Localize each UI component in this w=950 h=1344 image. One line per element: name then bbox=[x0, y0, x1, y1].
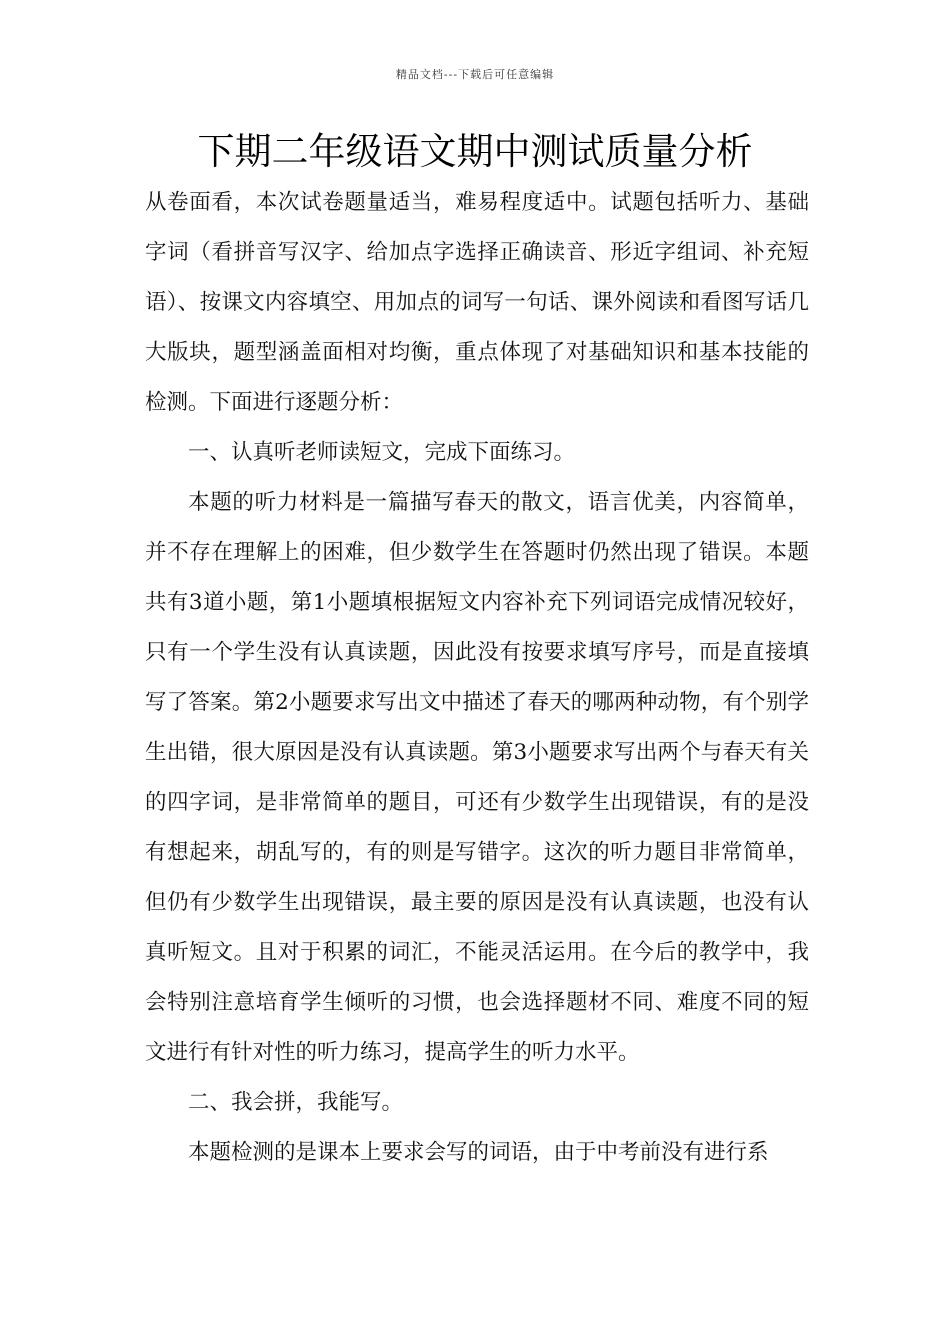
header-note: 精品文档---下载后可任意编辑 bbox=[395, 68, 555, 81]
document-body bbox=[145, 178, 809, 1178]
intro-paragraph: 从卷面看，本次试卷题量适当，难易程度适中。试题包括听力、基础字词（看拼音写汉字、给加点字选择正确读音、形近字组词、补充短语）、按课文内容填空、用加点的词写一句话、课外阅读和看图写话几大版块，题型涵盖面相对均衡，重点体现了对基础知识和基本技能的检测。下面进行逐题分析： bbox=[145, 190, 809, 415]
spelling-analysis-paragraph: 本题检测的是课本上要求会写的词语，由于中考前没有进行系 bbox=[188, 1140, 769, 1165]
listening-analysis-paragraph: 本题的听力材料是一篇描写春天的散文，语言优美，内容简单，并不存在理解上的困难，但少数学生在答题时仍然出现了错误。本题共有3道小题，第1小题填根据短文内容补充下列词语完成情况较好，只有一个学生没有认真读题，因此没有按要求填写序号，而是直接填写了答案。第2小题要求写出文中描述了春天的哪两种动物，有个别学生出错，很大原因是没有认真读题。第3小题要求写出两个与春天有关的四字词，是非常简单的题目，可还有少数学生出现错误，有的是没有想起来，胡乱写的，有的则是写错字。这次的听力题目非常简单，但仍有少数学生出现错误，最主要的原因是没有认真读题，也没有认真听短文。且对于积累的词汇，不能灵活运用。在今后的教学中，我会特别注意培育学生倾听的习惯，也会选择题材不同、难度不同的短文进行有针对性的听力练习，提高学生的听力水平。 bbox=[145, 490, 809, 1065]
document-title: 下期二年级语文期中测试质量分析 bbox=[197, 130, 753, 173]
section-heading-spelling: 二、我会拼，我能写。 bbox=[188, 1090, 404, 1115]
section-heading-listening: 一、认真听老师读短文，完成下面练习。 bbox=[188, 440, 576, 465]
